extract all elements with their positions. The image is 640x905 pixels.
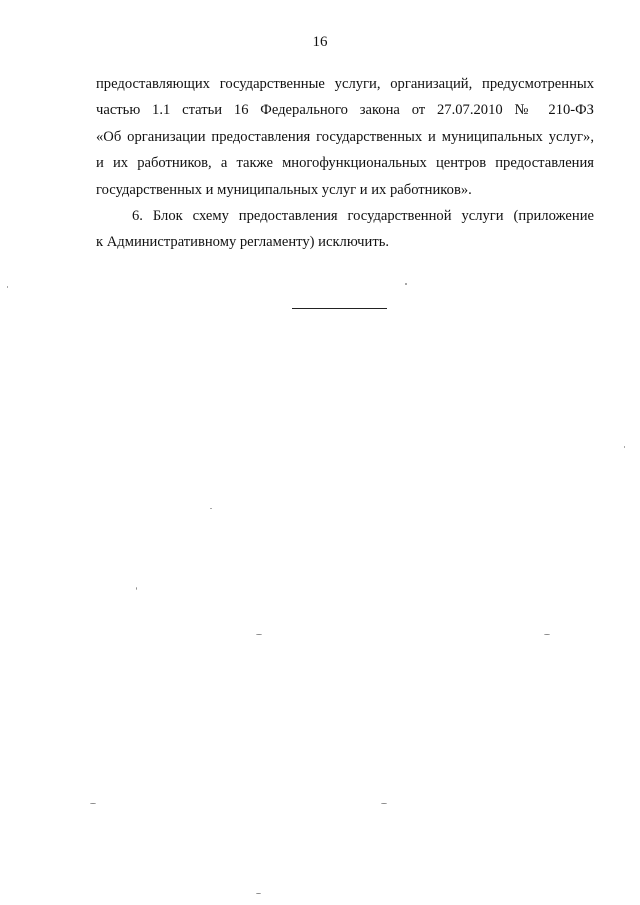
scan-speck — [381, 803, 387, 804]
separator-line — [292, 308, 387, 309]
scan-speck — [544, 634, 550, 635]
scan-speck — [256, 893, 261, 894]
paragraph-1-line-4: и их работников, а также многофункциональных центров предоставления — [96, 155, 594, 172]
scan-speck — [136, 587, 137, 590]
document-body — [96, 71, 594, 256]
page-number: 16 — [312, 34, 328, 50]
paragraph-2-line-2: к Административному регламенту) исключить. — [96, 234, 390, 251]
scan-speck — [90, 803, 96, 804]
scan-speck — [405, 283, 407, 285]
scan-speck — [7, 286, 8, 288]
scan-speck — [210, 508, 212, 509]
paragraph-2-line-1: 6. Блок схему предоставления государственной услуги (приложение — [132, 208, 594, 225]
paragraph-1-line-2: частью 1.1 статьи 16 Федерального закона от 27.07.2010 № 210-ФЗ — [96, 102, 594, 119]
paragraph-1-line-3: «Об организации предоставления государственных и муниципальных услуг», — [96, 128, 594, 145]
paragraph-1-line-1: предоставляющих государственные услуги, организаций, предусмотренных — [96, 76, 594, 92]
paragraph-1-line-5: государственных и муниципальных услуг и их работников». — [96, 181, 472, 198]
scan-speck — [624, 446, 625, 448]
scan-speck — [256, 634, 262, 635]
